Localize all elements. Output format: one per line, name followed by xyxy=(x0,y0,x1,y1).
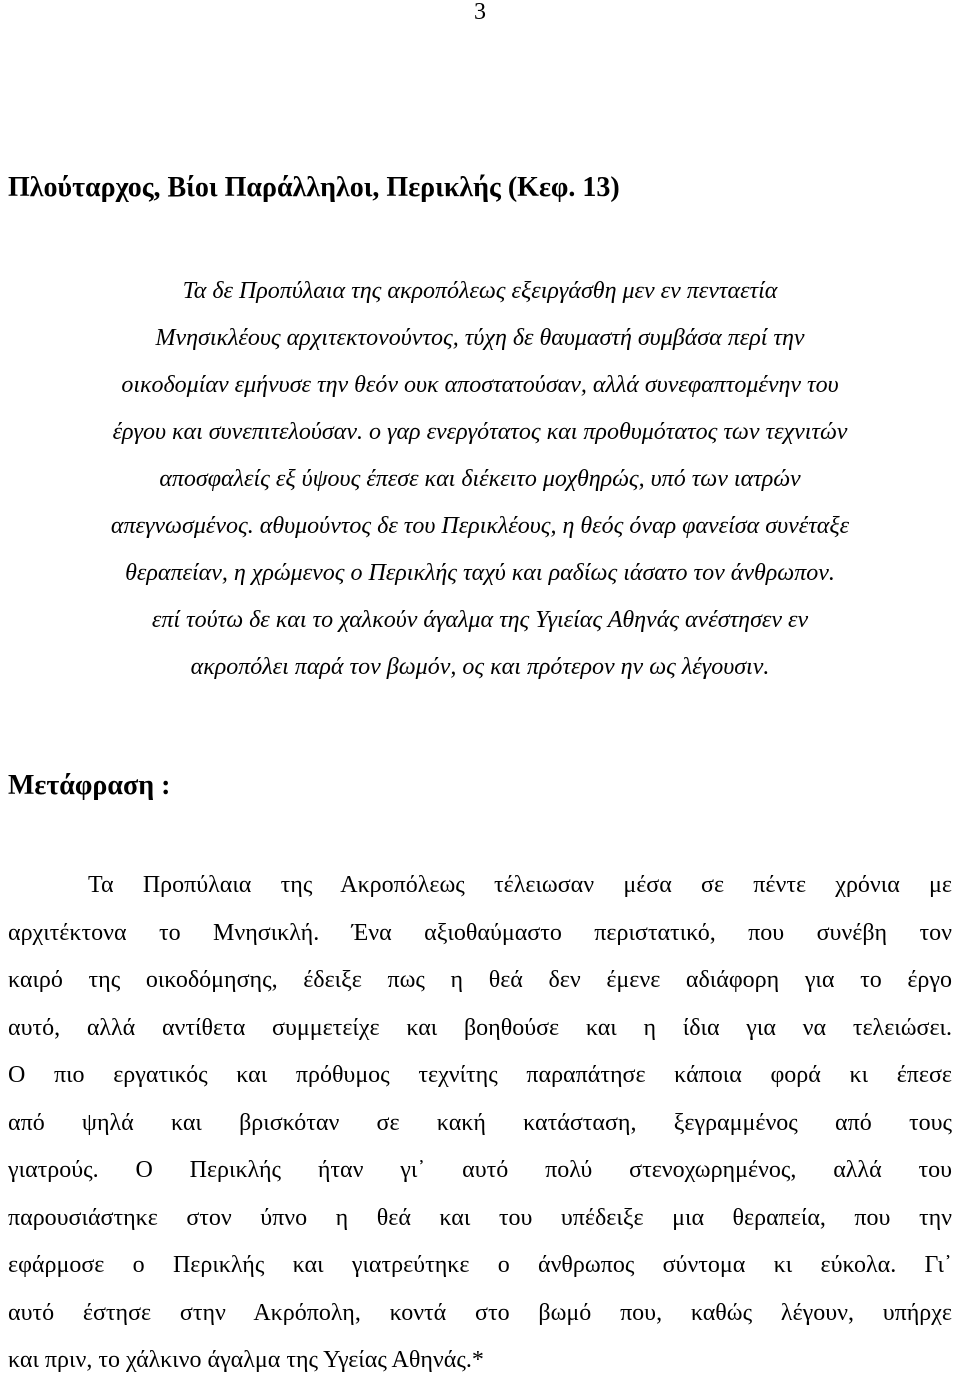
translation-line: εφάρμοσε ο Περικλής και γιατρεύτηκε ο άνθρωπος σύντομα κι εύκολα. Γι᾽ xyxy=(8,1252,952,1278)
page-number: 3 xyxy=(474,0,486,25)
translation-paragraph xyxy=(8,862,952,1385)
ancient-text-line: έργου και συνεπιτελούσαν. ο γαρ ενεργότατος και προθυμότατος των τεχνιτών xyxy=(112,419,848,445)
translation-line: παρουσιάστηκε στον ύπνο η θεά και του υπέδειξε μια θεραπεία, που την xyxy=(8,1204,952,1231)
translation-line: αυτό έστησε στην Ακρόπολη, κοντά στο βωμό που, καθώς λέγουν, υπήρχε xyxy=(8,1299,952,1326)
translation-line: και πριν, το χάλκινο άγαλμα της Υγείας Αθηνάς.* xyxy=(8,1347,484,1373)
ancient-text-line: απεγνωσμένος. αθυμούντος δε του Περικλέους, η θεός όναρ φανείσα συνέταξε xyxy=(110,513,850,539)
ancient-text-line: οικοδομίαν εμήνυσε την θεόν ουκ αποστατούσαν, αλλά συνεφαπτομένην του xyxy=(121,372,839,398)
translation-line: από ψηλά και βρισκόταν σε κακή κατάσταση, ξεγραμμένος από τους xyxy=(8,1109,952,1136)
ancient-text-line: Τα δε Προπύλαια της ακροπόλεως εξειργάσθη μεν εν πενταετία xyxy=(182,278,778,304)
translation-line: Ο πιο εργατικός και πρόθυμος τεχνίτης παραπάτησε κάποια φορά κι έπεσε xyxy=(8,1062,952,1088)
translation-line: καιρό της οικοδόμησης, έδειξε πως η θεά δεν έμενε αδιάφορη για το έργο xyxy=(8,967,952,993)
translation-heading: Μετάφραση : xyxy=(8,770,171,801)
translation-line: γιατρούς. Ο Περικλής ήταν γι᾽ αυτό πολύ στενοχωρημένος, αλλά του xyxy=(8,1157,952,1183)
ancient-text-line: Μνησικλέους αρχιτεκτονούντος, τύχη δε θαυμαστή συμβάσα περί την xyxy=(155,325,805,351)
ancient-text-paragraph xyxy=(8,268,952,691)
translation-line: αυτό, αλλά αντίθετα συμμετείχε και βοηθούσε και η ίδια για να τελειώσει. xyxy=(8,1014,952,1041)
ancient-text-line: επί τούτω δε και το χαλκούν άγαλμα της Υγιείας Αθηνάς ανέστησεν εν xyxy=(151,607,809,633)
translation-line: Τα Προπύλαια της Ακροπόλεως τέλειωσαν μέσα σε πέντε χρόνια με xyxy=(88,872,952,898)
ancient-text-line: θεραπείαν, η χρώμενος ο Περικλής ταχύ και ραδίως ιάσατο τον άνθρωπον. xyxy=(125,560,835,586)
translation-line: αρχιτέκτονα το Μνησικλή. Ένα αξιοθαύμαστο περιστατικό, που συνέβη τον xyxy=(8,919,952,946)
source-heading: Πλούταρχος, Βίοι Παράλληλοι, Περικλής (Κεφ. 13) xyxy=(8,172,620,203)
ancient-text-line: ακροπόλει παρά τον βωμόν, ος και πρότερον ην ως λέγουσιν. xyxy=(190,654,770,680)
ancient-text-line: αποσφαλείς εξ ύψους έπεσε και διέκειτο μοχθηρώς, υπό των ιατρών xyxy=(159,466,801,492)
